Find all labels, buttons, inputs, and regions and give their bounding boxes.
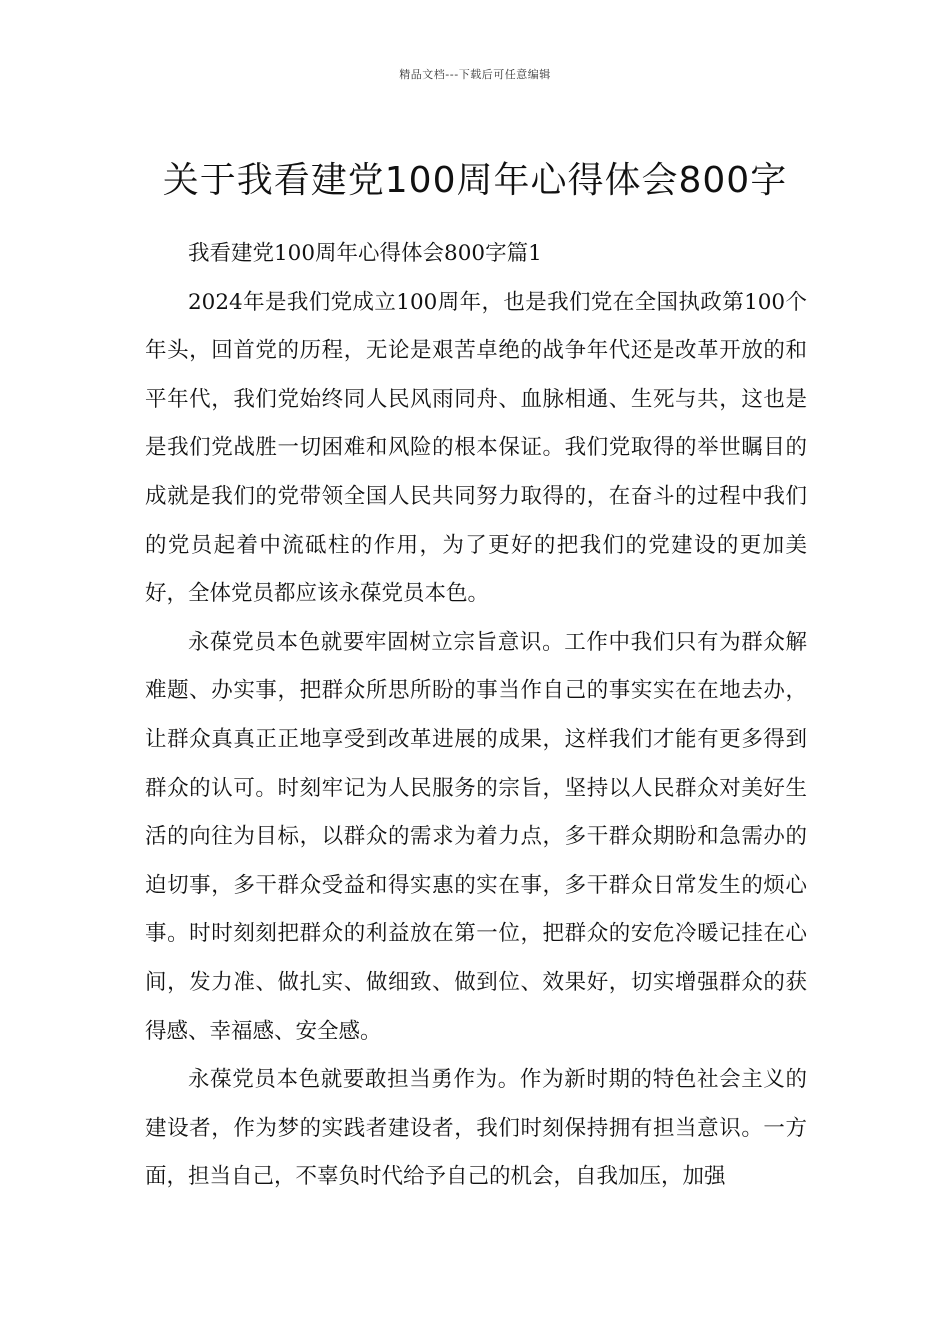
paragraph-1: 2024年是我们党成立100周年，也是我们党在全国执政第100个年头，回首党的历程，无论是艰苦卓绝的战争年代还是改革开放的和平年代，我们党始终同人民风雨同舟、血脉相通、生死与共，这也是是我们党战胜一切困难和风险的根本保证。我们党取得的举世瞩目的成就是我们的党带领全国人民共同努力取得的，在奋斗的过程中我们的党员起着中流砥柱的作用，为了更好的把我们的党建设的更加美好，全体党员都应该永葆党员本色。 xyxy=(145,289,807,607)
paragraph-2: 永葆党员本色就要牢固树立宗旨意识。工作中我们只有为群众解难题、办实事，把群众所思所盼的事当作自己的事实实在在地去办，让群众真真正正地享受到改革进展的成果，这样我们才能有更多得到群众的认可。时刻牢记为人民服务的宗旨，坚持以人民群众对美好生活的向往为目标，以群众的需求为着力点，多干群众期盼和急需办的迫切事，多干群众受益和得实惠的实在事，多干群众日常发生的烦心事。时时刻刻把群众的利益放在第一位，把群众的安危冷暖记挂在心间，发力准、做扎实、做细致、做到位、效果好，切实增强群众的获得感、幸福感、安全感。 xyxy=(145,629,807,1044)
document-body xyxy=(145,230,807,1202)
paragraph-3: 永葆党员本色就要敢担当勇作为。作为新时期的特色社会主义的建设者，作为梦的实践者建设者，我们时刻保持拥有担当意识。一方面，担当自己，不辜负时代给予自己的机会，自我加压，加强 xyxy=(145,1067,807,1190)
section-heading: 我看建党100周年心得体会800字篇1 xyxy=(188,241,542,266)
document-title: 关于我看建党100周年心得体会800字 xyxy=(162,160,788,202)
header-note: 精品文档---下载后可任意编辑 xyxy=(399,68,551,81)
